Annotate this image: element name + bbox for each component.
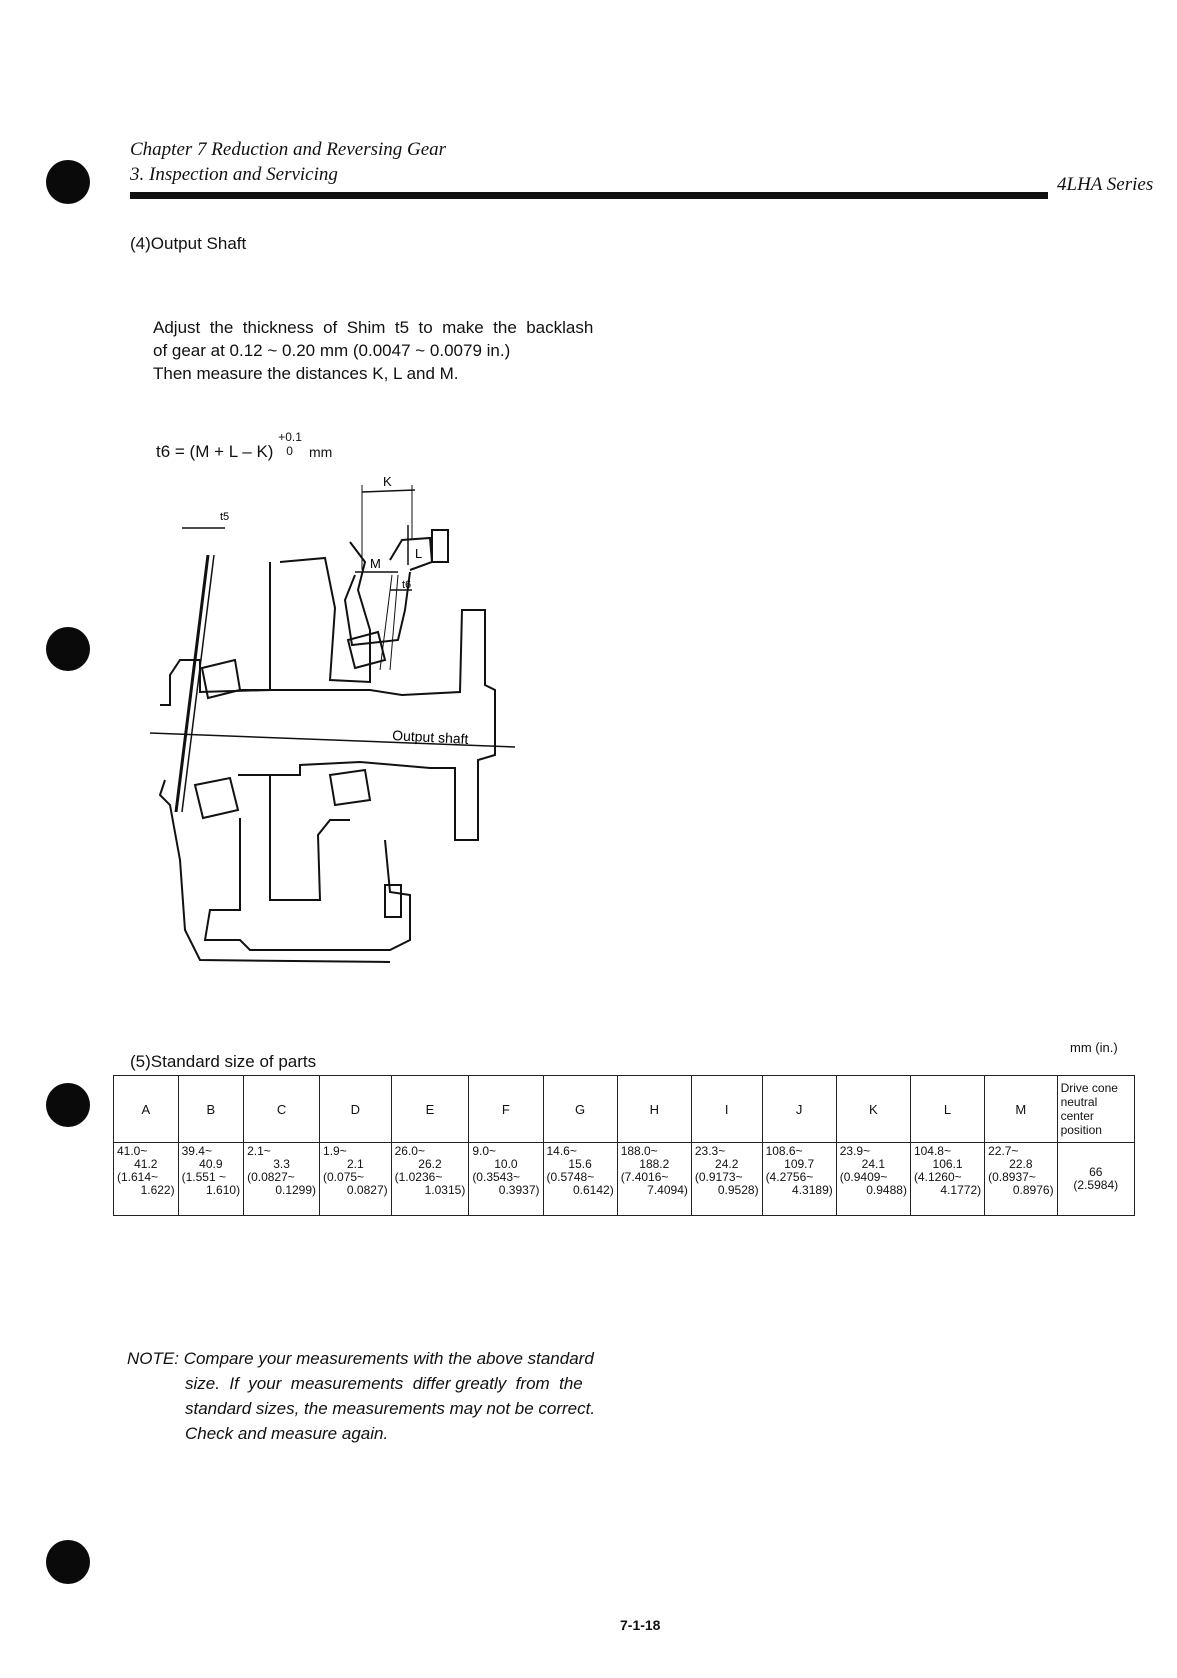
note-line-1: NOTE: Compare your measurements with the above standard — [127, 1349, 594, 1368]
cell-h: 188.0~ 188.2 (7.4016~ 7.4094) — [617, 1143, 691, 1216]
shim-t5 — [176, 555, 208, 812]
label-m: M — [370, 556, 381, 571]
binder-hole-3 — [46, 1083, 90, 1127]
label-output-shaft: Output shaft — [391, 727, 469, 747]
note-line-4: Check and measure again. — [185, 1424, 389, 1443]
col-c: C — [244, 1076, 320, 1143]
shim-formula — [156, 430, 333, 462]
cell-d: 1.9~ 2.1 (0.075~ 0.0827) — [320, 1143, 392, 1216]
binder-hole-2 — [46, 627, 90, 671]
formula-tolerance-lower: 0 — [286, 444, 293, 458]
standard-size-table — [113, 1075, 1135, 1216]
label-t5: t5 — [220, 511, 230, 523]
bolt-upper — [432, 530, 448, 562]
formula-main: t6 = (M + L – K) — [156, 442, 274, 461]
housing-left-upper — [160, 562, 270, 705]
section-title: 3. Inspection and Servicing — [130, 164, 338, 185]
cell-e: 26.0~ 26.2 (1.0236~ 1.0315) — [391, 1143, 469, 1216]
note-block — [127, 1346, 595, 1446]
instruction-line-1: Adjust the thickness of Shim t5 to make the backlash — [153, 318, 594, 337]
formula-tolerance-upper: +0.1 — [278, 430, 302, 444]
col-l: L — [910, 1076, 984, 1143]
right-bearing-upper — [348, 632, 385, 668]
instruction-line-2: of gear at 0.12 ~ 0.20 mm (0.0047 ~ 0.0079 in.) — [153, 341, 511, 360]
note-line-2: size. If your measurements differ greatly from the — [185, 1374, 583, 1393]
cell-a: 41.0~ 41.2 (1.614~ 1.622) — [114, 1143, 179, 1216]
header-rule — [130, 192, 1048, 199]
table-header-row — [114, 1076, 1135, 1143]
formula-tolerance — [278, 430, 304, 462]
note-line-3: standard sizes, the measurements may not be correct. — [185, 1399, 596, 1418]
cell-j: 108.6~ 109.7 (4.2756~ 4.3189) — [762, 1143, 836, 1216]
label-l: L — [415, 546, 423, 561]
unit-label: mm (in.) — [1070, 1040, 1118, 1055]
label-k: K — [383, 474, 392, 489]
col-k: K — [836, 1076, 910, 1143]
col-i: I — [691, 1076, 762, 1143]
cell-k: 23.9~ 24.1 (0.9409~ 0.9488) — [836, 1143, 910, 1216]
right-bearing-lower — [330, 770, 370, 805]
dim-t6-a — [380, 575, 392, 670]
col-a: A — [114, 1076, 179, 1143]
col-g: G — [543, 1076, 617, 1143]
cell-drive-cone: 66 (2.5984) — [1057, 1143, 1134, 1216]
col-drive-cone: Drive cone neutral center position — [1057, 1076, 1134, 1143]
label-t6: t6 — [402, 579, 412, 591]
binder-hole-4 — [46, 1540, 90, 1584]
housing-lower-inner — [270, 775, 350, 900]
housing-lower — [205, 818, 410, 950]
col-m: M — [985, 1076, 1057, 1143]
bolt-lower — [385, 885, 401, 917]
cell-g: 14.6~ 15.6 (0.5748~ 0.6142) — [543, 1143, 617, 1216]
col-f: F — [469, 1076, 543, 1143]
formula-unit: mm — [308, 444, 333, 460]
cell-f: 9.0~ 10.0 (0.3543~ 0.3937) — [469, 1143, 543, 1216]
standard-size-heading: (5)Standard size of parts — [130, 1052, 317, 1071]
note-label: NOTE: — [127, 1349, 179, 1368]
col-j: J — [762, 1076, 836, 1143]
cell-b: 39.4~ 40.9 (1.551 ~ 1.610) — [178, 1143, 243, 1216]
cell-i: 23.3~ 24.2 (0.9173~ 0.9528) — [691, 1143, 762, 1216]
col-b: B — [178, 1076, 243, 1143]
output-shaft-diagram — [140, 474, 540, 990]
cell-l: 104.8~ 106.1 (4.1260~ 4.1772) — [910, 1143, 984, 1216]
housing-upper — [280, 542, 370, 682]
housing-lower-outer — [160, 780, 390, 962]
cell-c: 2.1~ 3.3 (0.0827~ 0.1299) — [244, 1143, 320, 1216]
chapter-title: Chapter 7 Reduction and Reversing Gear — [130, 139, 447, 160]
cell-m: 22.7~ 22.8 (0.8937~ 0.8976) — [985, 1143, 1057, 1216]
gear-flange — [390, 538, 432, 570]
output-shaft-heading: (4)Output Shaft — [130, 234, 247, 253]
shim-t5-b — [182, 555, 214, 812]
dim-k — [362, 490, 415, 492]
page-number: 7-1-18 — [620, 1617, 661, 1633]
col-d: D — [320, 1076, 392, 1143]
instruction-line-3: Then measure the distances K, L and M. — [153, 364, 459, 383]
series-label: 4LHA Series — [1057, 174, 1154, 195]
binder-hole-1 — [46, 160, 90, 204]
table-values-row — [114, 1143, 1135, 1216]
col-h: H — [617, 1076, 691, 1143]
left-bearing-lower — [195, 778, 238, 818]
col-e: E — [391, 1076, 469, 1143]
